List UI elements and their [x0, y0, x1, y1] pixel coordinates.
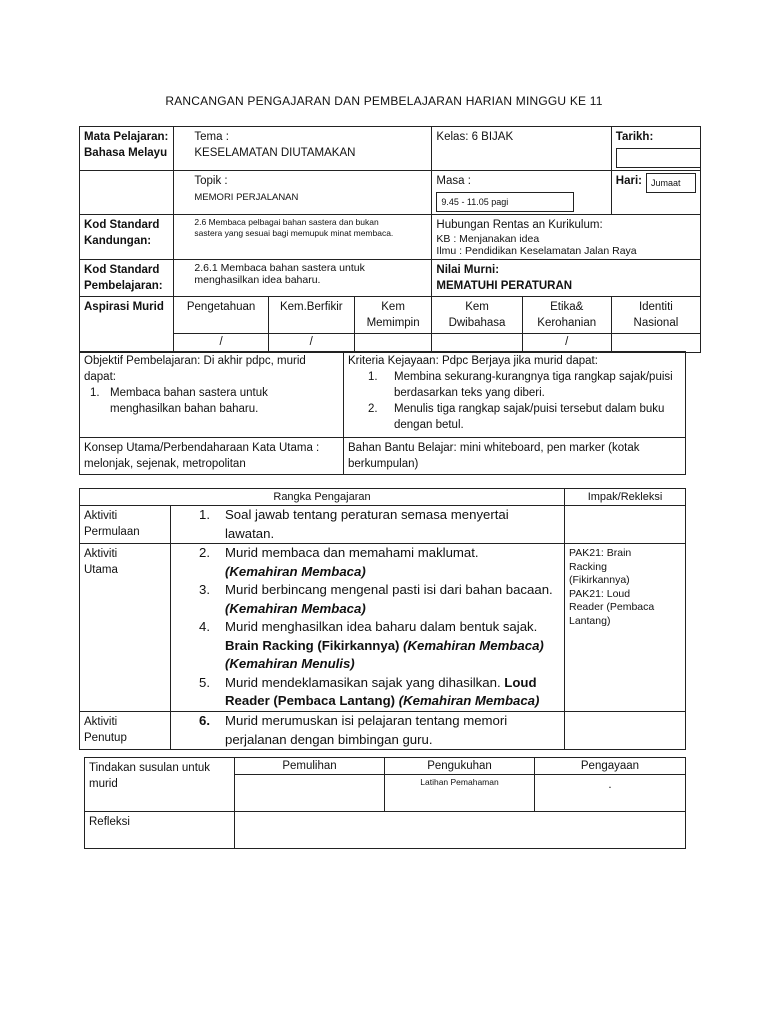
- nilai-murni-cell: [432, 260, 701, 297]
- aspirasi-label: Aspirasi Murid: [80, 297, 174, 353]
- utama-label: Aktiviti Utama: [80, 544, 171, 712]
- penutup-steps: [171, 712, 565, 750]
- refleksi-value: [235, 812, 686, 849]
- kod-standard-pembelajaran-label: Kod Standard Pembelajaran:: [80, 260, 174, 297]
- objektif-item: 1. Membaca bahan sastera untuk menghasilkan bahan baharu.: [90, 387, 268, 415]
- hari-field[interactable]: Jumaat: [646, 173, 696, 193]
- mata-pelajaran-cell: [80, 127, 174, 171]
- step-item: 1. Soal jawab tentang peraturan semasa menyertai lawatan.: [199, 507, 509, 541]
- aspirasi-mark-etika: /: [522, 334, 611, 353]
- document-title: RANCANGAN PENGAJARAN DAN PEMBELAJARAN HARIAN MINGGU KE 11: [165, 94, 603, 108]
- tema-value: KESELAMATAN DIUTAMAKAN: [194, 147, 356, 159]
- bahan-cell: Bahan Bantu Belajar: mini whiteboard, pen marker (kotak berkumpulan): [344, 438, 686, 475]
- pemulihan-value: [235, 775, 385, 812]
- masa-label: Masa :: [436, 175, 471, 187]
- permulaan-steps: [171, 506, 565, 544]
- utama-steps: [171, 544, 565, 712]
- step-item: 4. Murid menghasilkan idea baharu dalam bentuk sajak. Brain Racking (Fikirkannya) (Kemahiran Membaca) (Kemahiran Menulis): [199, 619, 544, 671]
- tindakan-table: [84, 757, 686, 849]
- mata-pelajaran-label: Mata Pelajaran:: [84, 131, 169, 143]
- tarikh-label: Tarikh:: [615, 131, 654, 143]
- header-table: [79, 126, 701, 353]
- rangka-header: Rangka Pengajaran: [80, 489, 565, 506]
- tarikh-cell: [611, 127, 700, 171]
- penutup-label: Aktiviti Penutup: [80, 712, 171, 750]
- tema-cell: [174, 127, 432, 171]
- pemulihan-header: Pemulihan: [235, 758, 385, 775]
- step-item: 2. Murid membaca dan memahami maklumat. (Kemahiran Membaca): [199, 545, 479, 579]
- objektif-list: [84, 385, 339, 417]
- step-item: 3. Murid berbincang mengenal pasti isi dari bahan bacaan. (Kemahiran Membaca): [199, 582, 553, 616]
- kod-standard-kandungan-label: Kod Standard Kandungan:: [80, 215, 174, 260]
- kod-standard-kandungan-value: 2.6 Membaca pelbagai bahan sastera dan bukan sastera yang sesuai bagi memupuk minat membaca.: [174, 215, 432, 260]
- topik-cell: [174, 171, 432, 215]
- aspirasi-header-dwibahasa: Kem Dwibahasa: [432, 297, 522, 334]
- hari-label: Hari:: [615, 175, 642, 187]
- kelas-cell: Kelas: 6 BIJAK: [432, 127, 611, 171]
- topik-value: MEMORI PERJALANAN: [194, 192, 299, 203]
- aspirasi-mark-berfikir: /: [268, 334, 354, 353]
- aspirasi-mark-memimpin: [354, 334, 432, 353]
- aspirasi-mark-identiti: [611, 334, 700, 353]
- hubungan-cell: [432, 215, 701, 260]
- aspirasi-mark-dwibahasa: [432, 334, 522, 353]
- mata-pelajaran-value: Bahasa Melayu: [84, 147, 168, 159]
- nilai-murni-label: Nilai Murni:: [436, 264, 500, 276]
- tarikh-field[interactable]: [616, 148, 701, 168]
- topik-label: Topik :: [194, 175, 228, 187]
- kod-standard-pembelajaran-value: 2.6.1 Membaca bahan sastera untuk menghasilkan idea baharu.: [174, 260, 432, 297]
- aspirasi-header-identiti: Identiti Nasional: [611, 297, 700, 334]
- aspirasi-header-berfikir: Kem.Berfikir: [268, 297, 354, 334]
- aspirasi-mark-pengetahuan: /: [174, 334, 268, 353]
- pengayaan-header: Pengayaan: [535, 758, 686, 775]
- masa-cell: [432, 171, 611, 215]
- pengukuhan-header: Pengukuhan: [385, 758, 535, 775]
- refleksi-label: Refleksi: [85, 812, 235, 849]
- step-item: 5. Murid mendeklamasikan sajak yang dihasilkan. Loud Reader (Pembaca Lantang) (Kemahiran Membaca): [199, 674, 540, 708]
- tema-label: Tema :: [194, 131, 229, 143]
- kriteria-item: 2. Menulis tiga rangkap sajak/puisi tersebut dalam buku dengan betul.: [368, 403, 665, 431]
- aspirasi-header-pengetahuan: Pengetahuan: [174, 297, 268, 334]
- objektif-table: [79, 351, 686, 475]
- kriteria-cell: [344, 352, 686, 438]
- rangka-table: [79, 488, 686, 750]
- nilai-murni-value: MEMATUHI PERATURAN: [436, 280, 573, 292]
- hubungan-label: Hubungan Rentas an Kurikulum:: [436, 219, 603, 231]
- pengukuhan-value: Latihan Pemahaman: [385, 775, 535, 812]
- kriteria-item: 1. Membina sekurang-kurangnya tiga rangkap sajak/puisi berdasarkan teks yang diberi.: [368, 371, 673, 399]
- step-item: 6. Murid merumuskan isi pelajaran tentang memori perjalanan dengan bimbingan guru.: [199, 713, 508, 747]
- kriteria-list: [348, 369, 681, 433]
- kriteria-intro: Kriteria Kejayaan: Pdpc Berjaya jika murid dapat:: [348, 355, 598, 367]
- hubungan-ilmu: Ilmu : Pendidikan Keselamatan Jalan Raya: [436, 245, 637, 257]
- hari-cell: [611, 171, 700, 215]
- pengayaan-value: .: [535, 775, 686, 812]
- impak-penutup: [565, 712, 686, 750]
- permulaan-label: Aktiviti Permulaan: [80, 506, 171, 544]
- aspirasi-header-etika: Etika& Kerohanian: [522, 297, 611, 334]
- objektif-intro: Objektif Pembelajaran: Di akhir pdpc, murid dapat:: [84, 355, 306, 383]
- tindakan-label: Tindakan susulan untuk murid: [85, 758, 235, 812]
- aspirasi-header-memimpin: Kem Memimpin: [354, 297, 432, 334]
- konsep-cell: Konsep Utama/Perbendaharaan Kata Utama : melonjak, sejenak, metropolitan: [80, 438, 344, 475]
- impak-utama: PAK21: Brain Racking (Fikirkannya) PAK21: Loud Reader (Pembaca Lantang): [565, 544, 686, 712]
- hubungan-kb: KB : Menjanakan idea: [436, 233, 540, 245]
- masa-field[interactable]: 9.45 - 11.05 pagi: [436, 192, 574, 212]
- objektif-cell: [80, 352, 344, 438]
- impak-permulaan: [565, 506, 686, 544]
- impak-header: Impak/Rekleksi: [565, 489, 686, 506]
